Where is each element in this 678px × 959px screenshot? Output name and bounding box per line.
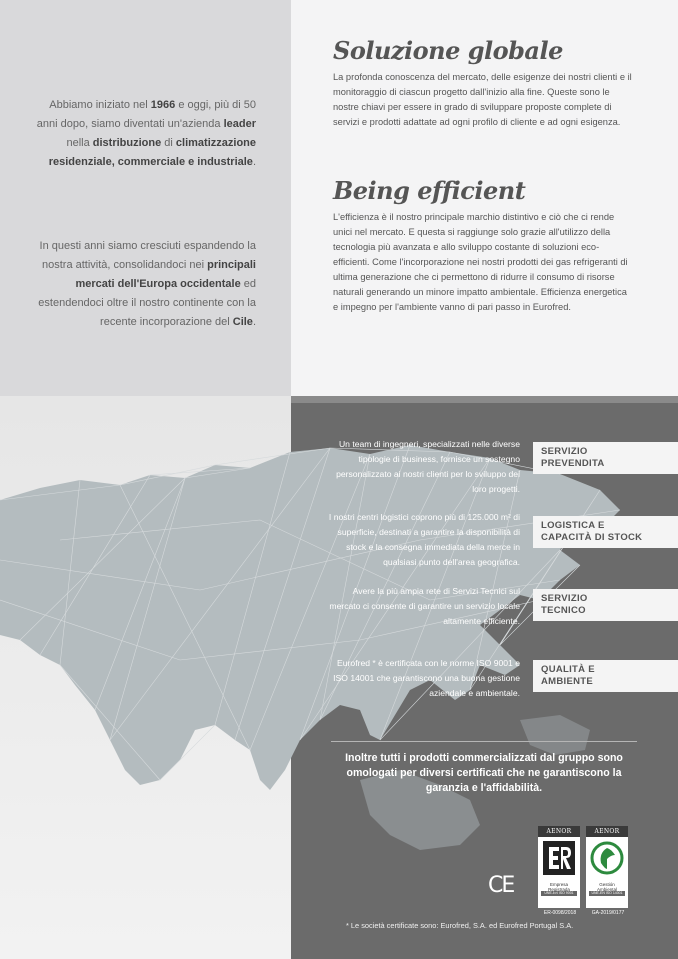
section-title-being-efficient: Being efficient [333, 176, 526, 205]
cert-brand: AENOR [538, 826, 580, 837]
service-label-line: PREVENDITA [541, 458, 605, 469]
intro-highlight: Cile [232, 316, 253, 328]
service-label-quality [533, 660, 678, 692]
section-body-global-solution: La profonda conoscenza del mercato, delle esigenze dei nostri clienti e il monitoraggio di ciascun progetto dall'inizio alla fine. Queste sono le nostre chiavi per essere in grado di sviluppare proposte complete di servizi e prodotti adattate ad ogni profilo di cliente e ad ogni esigenza. [333, 72, 632, 127]
intro-highlight: climatizzazione residenziale, commerciale e industriale [48, 137, 256, 168]
cert-caption: Ambiental [596, 887, 617, 892]
er-symbol-icon [541, 839, 577, 877]
section-title-global-solution: Soluzione globale [333, 36, 563, 65]
ga-logo-icon [589, 839, 625, 892]
cert-norm: UNE-EN ISO 14001 [589, 891, 625, 896]
cert-code: ER-0098/2018 [543, 910, 577, 916]
intro-paragraph-history [36, 96, 256, 172]
section-body-being-efficient: L'efficienza è il nostro principale marchio distintivo e ciò che ci rende unici nel mercato. E questa si raggiunge solo grazie all'utilizzo della tecnologia più avanzata e allo sviluppo costante di soluzioni eco-efficienti. Come l'incorporazione nei nostri prodotti dei gas refrigeranti di ultima generazione che ci permettono di ridurre il consumo di risorse naturali generando un minore impatto ambientale. Efficienza energetica e impegno per l'ambiente vanno di pari passo in Eurofred. [333, 212, 628, 312]
service-description-technical: Avere la più ampia rete di Servizi Tecnici sul mercato ci consente di garantire un servizio locale altamente efficiente. [329, 586, 520, 626]
intro-text: e oggi, più di 50 anni dopo, siamo diventati un'azienda [36, 99, 256, 130]
intro-highlight: principali mercati dell'Europa occidentale [75, 259, 256, 290]
er-logo-icon [541, 839, 577, 892]
ce-mark-icon: CE [488, 873, 514, 898]
service-label-line: LOGISTICA E [541, 520, 605, 531]
aenor-er-certificate-badge [538, 826, 580, 916]
intro-highlight: distribuzione [92, 137, 162, 149]
service-label-line: AMBIENTE [541, 676, 594, 687]
service-label-technical [533, 589, 678, 621]
cert-caption: Empresa [549, 882, 568, 887]
intro-text: . [252, 316, 256, 328]
service-label-line: SERVIZIO [541, 593, 588, 604]
left-top-panel [0, 0, 291, 396]
cert-brand: AENOR [586, 826, 628, 837]
ga-symbol-icon [589, 839, 625, 877]
certification-statement: Inoltre tutti i prodotti commercializzati dal gruppo sono omologati per diversi certificati che ne garantiscono la garanzia e l'affidabilità. [345, 752, 623, 794]
intro-text: In questi anni siamo cresciuti espandendo la nostra attività, consolidandoci nei [39, 240, 256, 271]
service-label-line: SERVIZIO [541, 446, 588, 457]
service-label-presale [533, 442, 678, 474]
service-label-line: QUALITÀ E [541, 664, 595, 675]
eurasia-shape [0, 445, 620, 790]
cert-caption: Gestión [599, 882, 615, 887]
panel-band [291, 396, 678, 403]
cert-norm: UNE-EN ISO 9001 [541, 891, 577, 896]
intro-text: ed estendendoci oltre il nostro continente con la recente incorporazione del [38, 278, 256, 328]
service-label-logistics [533, 516, 678, 548]
intro-text: Abbiamo iniziato nel [49, 99, 151, 111]
cert-caption: Registrada [548, 887, 570, 892]
island-shape [520, 715, 590, 755]
service-description-presale: Un team di ingegneri, specializzati nelle diverse tipologie di business, fornisce un sostegno personalizzato ai nostri clienti per lo sviluppo dei loro progetti. [336, 439, 520, 494]
intro-text: . [252, 156, 256, 168]
service-label-line: TECNICO [541, 605, 586, 616]
service-description-logistics: I nostri centri logistici coprono più di 125.000 m² di superficie, destinati a garantire la disponibilità di stock e la consegna immediata della merce in qualsiasi punto dell'area geografica. [328, 512, 520, 567]
footnote: * Le società certificate sono: Eurofred, S.A. ed Eurofred Portugal S.A. [346, 921, 574, 930]
service-description-quality: Eurofred * è certificata con le norme ISO 9001 e ISO 14001 che garantiscono una buona gestione aziendale e ambientale. [333, 658, 520, 698]
aenor-ga-certificate-badge [586, 826, 628, 916]
divider-line [331, 741, 637, 742]
intro-highlight: 1966 [150, 99, 176, 111]
service-label-line: CAPACITÀ DI STOCK [541, 532, 643, 543]
intro-paragraph-expansion [36, 237, 256, 332]
intro-highlight: leader [223, 118, 256, 130]
world-map-illustration [0, 440, 678, 860]
intro-text: di [161, 137, 176, 149]
cert-code: GA-2019/0177 [591, 910, 625, 916]
intro-text: nella [66, 137, 93, 149]
